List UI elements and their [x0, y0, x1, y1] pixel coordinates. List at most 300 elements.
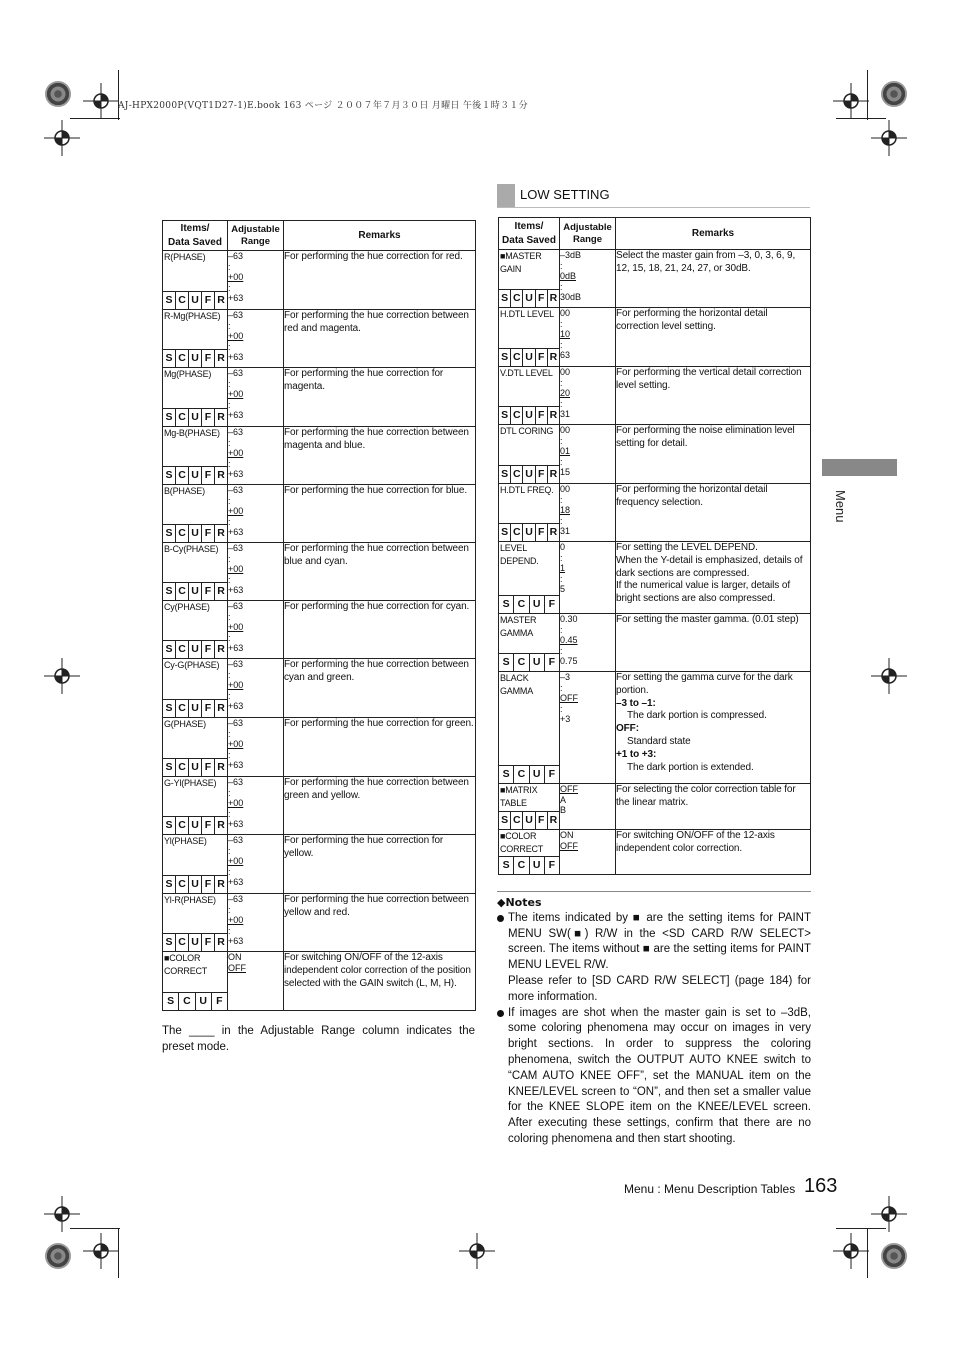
save-flag: C [176, 525, 189, 542]
save-flag: C [514, 766, 529, 783]
col-header-remarks [616, 218, 811, 250]
range-value: 00 [560, 308, 571, 318]
save-flag: C [514, 654, 529, 671]
range-value: : [228, 904, 231, 915]
item-cell [499, 784, 560, 830]
remarks-option-text: Standard state [627, 735, 691, 747]
remarks-text: For switching ON/OFF of the 12-axis independent color correction. [616, 830, 775, 854]
item-name: B(PHASE) [164, 486, 205, 496]
range-value: : [228, 495, 231, 506]
range-value: –63 [228, 777, 244, 787]
range-cell [560, 367, 616, 425]
col-header-range [560, 218, 616, 250]
range-value: –63 [228, 368, 244, 378]
registration-disc-icon [881, 81, 907, 107]
item-cell [499, 672, 560, 784]
remarks-text: For performing the hue correction between magenta and blue. [284, 427, 469, 451]
remarks-text: For performing the hue correction for magenta. [284, 368, 444, 392]
item-cell [499, 830, 560, 875]
save-flag: F [202, 759, 215, 776]
remarks-cell [284, 659, 476, 718]
save-flag: U [189, 641, 202, 658]
range-value: : [228, 437, 231, 448]
footer-title: Menu : Menu Description Tables [624, 1182, 796, 1196]
save-flag: U [523, 812, 535, 829]
save-flag: U [189, 759, 202, 776]
range-value: : [560, 377, 563, 388]
range-value: –63 [228, 659, 244, 669]
range-value: +00 [228, 564, 244, 574]
range-cell [228, 835, 284, 894]
remarks-text: For performing the hue correction for blue. [284, 485, 468, 496]
range-value: 1 [560, 563, 566, 573]
section-title: LOW SETTING [520, 187, 610, 202]
remarks-text: For setting the master gamma. (0.01 step) [616, 614, 799, 625]
range-value: : [560, 515, 563, 526]
remarks-text: For setting the LEVEL DEPEND. [616, 542, 758, 553]
range-value: –63 [228, 310, 244, 320]
notes-section [497, 891, 811, 1148]
range-value: : [560, 703, 563, 714]
range-cell [560, 830, 616, 875]
remarks-cell [284, 835, 476, 894]
range-value: : [228, 728, 231, 739]
save-flag: S [499, 766, 514, 783]
range-value: +63 [228, 760, 244, 770]
save-flag: S [499, 466, 511, 483]
item-name: H.DTL LEVEL [500, 309, 554, 319]
item-cell [163, 485, 228, 543]
save-flag: S [163, 409, 176, 426]
range-value: +00 [228, 448, 244, 458]
save-flag: R [217, 527, 225, 539]
range-value: –63 [228, 427, 244, 437]
item-name: B-Cy(PHASE) [164, 544, 219, 554]
remarks-text: For selecting the color correction table for the linear matrix. [616, 784, 796, 808]
save-flag: S [163, 759, 176, 776]
save-flag: C [176, 934, 189, 951]
table-row [499, 250, 811, 308]
table-row [163, 427, 476, 485]
remarks-text: For performing the horizontal detail frequency selection. [616, 484, 768, 508]
trim-mark [836, 1228, 886, 1229]
save-flag: F [202, 817, 215, 834]
data-saved-flags [499, 406, 559, 424]
col-header-items-text: Items/ Data Saved [502, 220, 556, 246]
range-value: +63 [228, 936, 244, 946]
save-flag: F [536, 812, 548, 829]
range-cell [228, 251, 284, 310]
save-flag: F [202, 525, 215, 542]
data-saved-flags [163, 291, 227, 309]
remarks-cell [284, 777, 476, 835]
crosshair-icon [81, 1231, 121, 1271]
save-flag: F [548, 768, 556, 780]
save-flag: U [530, 596, 545, 613]
range-value: OFF [560, 840, 578, 851]
save-flag: F [216, 995, 223, 1007]
item-name: R-Mg(PHASE) [164, 311, 221, 321]
right-menu-table [498, 217, 811, 875]
note-continuation: Please refer to [SD CARD R/W SELECT] (page 184) for more information. [508, 974, 811, 1003]
table-row [163, 777, 476, 835]
range-cell [560, 308, 616, 367]
save-flag: U [530, 766, 545, 783]
remarks-cell [616, 830, 811, 875]
range-value: : [228, 516, 231, 527]
table-row [499, 614, 811, 672]
registration-disc-icon [45, 1243, 71, 1269]
col-header-items-text: Items/ Data Saved [168, 222, 222, 248]
note-text: If images are shot when the master gain is set to –3dB, some coloring phenomena may occur on images in very bright sections. In order to suppress the coloring phenomena, switch the OUTPUT AUTO KNEE switch to “CAM AUTO KNEE OFF”, set the MANUAL item on the KNEE/LEVEL screen to “ON”, and then set a smaller value for the KNEE SLOPE item on the KNEE/LEVEL screen. After executing these settings, confirm that there are no coloring phenomena and then start shooting. [508, 1006, 811, 1145]
crosshair-icon [869, 656, 909, 696]
remarks-text: For performing the hue correction between cyan and green. [284, 659, 469, 683]
col-header-remarks [284, 221, 476, 251]
save-flag: C [176, 817, 189, 834]
range-cell [560, 672, 616, 784]
item-name: ■MASTER GAIN [500, 251, 542, 274]
data-saved-flags [499, 811, 559, 829]
table-row [499, 367, 811, 425]
preset-footnote: The ____ in the Adjustable Range column indicates the preset mode. [162, 1025, 475, 1053]
item-cell [499, 484, 560, 542]
range-value: +63 [228, 643, 244, 653]
item-name: Cy(PHASE) [164, 602, 210, 612]
range-cell [560, 784, 616, 830]
table-row [163, 543, 476, 601]
save-flag: S [163, 350, 176, 367]
crosshair-icon [42, 656, 82, 696]
range-value: : [228, 632, 231, 643]
side-section-label: Menu [833, 490, 848, 523]
save-flag: S [499, 290, 511, 307]
range-value: : [560, 435, 563, 446]
item-name: LEVEL DEPEND. [500, 543, 539, 566]
save-flag: S [499, 654, 514, 671]
range-value: –3 [560, 672, 571, 682]
table-row [499, 672, 811, 784]
registration-disc-icon [45, 81, 71, 107]
range-value: 20 [560, 388, 571, 398]
range-value: ON [560, 830, 574, 840]
registration-disc-icon [881, 1243, 907, 1269]
remarks-text: For switching ON/OFF of the 12-axis independent color correction of the position selected with the GAIN switch (L, M, H). [284, 952, 471, 989]
save-flag: F [548, 859, 556, 871]
range-value: : [560, 398, 563, 409]
crosshair-icon [42, 118, 82, 158]
data-saved-flags [163, 699, 227, 717]
table-row [163, 485, 476, 543]
save-flag: F [202, 292, 215, 309]
range-value: : [228, 845, 231, 856]
range-value: : [228, 669, 231, 680]
save-flag: R [549, 526, 558, 538]
remarks-option-text: The dark portion is extended. [627, 761, 754, 773]
remarks-cell [284, 601, 476, 659]
save-flag: C [176, 700, 189, 717]
range-value: : [228, 611, 231, 622]
item-name: BLACK GAMMA [500, 673, 534, 696]
item-name: DTL CORING [500, 426, 554, 436]
save-flag: C [176, 409, 189, 426]
remarks-cell [616, 614, 811, 672]
save-flag: U [189, 409, 202, 426]
save-flag: S [163, 292, 176, 309]
range-cell [560, 425, 616, 484]
range-cell [228, 777, 284, 835]
remarks-text: When the Y-detail is emphasized, details of dark sections are compressed. [616, 554, 803, 579]
table-row [499, 784, 811, 830]
remarks-cell [616, 484, 811, 542]
range-cell [228, 310, 284, 368]
data-saved-flags [163, 816, 227, 834]
trim-mark [867, 1228, 868, 1278]
save-flag: F [202, 934, 215, 951]
save-flag: F [536, 290, 548, 307]
item-cell [499, 250, 560, 308]
range-value: : [560, 552, 563, 563]
save-flag: F [202, 876, 215, 893]
range-value: : [228, 925, 231, 936]
col-header-items [499, 218, 560, 250]
item-cell [163, 310, 228, 368]
table-row [499, 830, 811, 875]
range-value: +63 [228, 410, 244, 420]
save-flag: U [189, 876, 202, 893]
note-text: The items indicated by ■ are the setting items for PAINT MENU SW(■) R/W in the <SD CARD R/W SELECT> screen. The items without ■ are the setting items for PAINT MENU LEVEL R/W. [508, 911, 811, 972]
range-cell [560, 542, 616, 614]
range-value: : [228, 458, 231, 469]
remarks-text: Select the master gain from –3, 0, 3, 6, 9, 12, 15, 18, 21, 24, 27, or 30dB. [616, 250, 796, 274]
trim-mark [867, 70, 868, 120]
table-row [163, 368, 476, 427]
item-name: R(PHASE) [164, 252, 206, 262]
range-value: OFF [228, 962, 246, 973]
notes-title: ◆Notes [497, 896, 542, 909]
save-flag: R [217, 411, 225, 423]
range-value: +00 [228, 680, 244, 690]
range-value: OFF [560, 784, 578, 794]
save-flag: C [511, 524, 523, 541]
save-flag: F [202, 350, 215, 367]
table-row [163, 251, 476, 310]
range-value: : [560, 682, 563, 693]
remarks-cell [284, 251, 476, 310]
page-number: 163 [804, 1175, 838, 1197]
range-value: +00 [228, 739, 244, 749]
range-value: –63 [228, 894, 244, 904]
save-flag: U [523, 524, 535, 541]
item-name: ■COLOR CORRECT [164, 953, 208, 976]
range-cell [228, 427, 284, 485]
item-cell [163, 427, 228, 485]
table-row [163, 310, 476, 368]
heading-bar [497, 184, 515, 207]
remarks-text: For performing the hue correction between green and yellow. [284, 777, 469, 801]
range-value: +63 [228, 877, 244, 887]
range-value: –3dB [560, 250, 582, 260]
save-flag: C [176, 876, 189, 893]
range-value: 63 [560, 350, 571, 360]
range-cell [228, 659, 284, 718]
item-name: MASTER GAMMA [500, 615, 537, 638]
save-flag: S [163, 934, 176, 951]
range-value: +00 [228, 389, 244, 399]
save-flag: C [176, 467, 189, 484]
range-cell [228, 894, 284, 952]
data-saved-flags [163, 349, 227, 367]
save-flag: U [189, 700, 202, 717]
remarks-cell [284, 427, 476, 485]
remarks-text: For performing the horizontal detail correction level setting. [616, 308, 768, 332]
remarks-text: For setting the gamma curve for the dark portion. [616, 672, 793, 696]
range-cell [228, 485, 284, 543]
item-cell [163, 251, 228, 310]
save-flag: F [202, 467, 215, 484]
table-row [163, 659, 476, 718]
note-item [497, 1006, 811, 1148]
save-flag: S [163, 993, 179, 1010]
save-flag: U [189, 583, 202, 600]
range-cell [560, 250, 616, 308]
range-value: : [228, 261, 231, 272]
save-flag: R [217, 469, 225, 481]
range-value: : [228, 399, 231, 410]
remarks-cell [616, 250, 811, 308]
remarks-cell [616, 367, 811, 425]
remarks-text: For performing the hue correction between red and magenta. [284, 310, 469, 334]
range-value: A [560, 794, 567, 805]
save-flag: C [514, 596, 529, 613]
remarks-text: For performing the hue correction between yellow and red. [284, 894, 469, 918]
data-saved-flags [499, 465, 559, 483]
remarks-cell [284, 485, 476, 543]
save-flag: R [217, 936, 225, 948]
save-flag: F [202, 409, 215, 426]
range-value: +00 [228, 622, 244, 632]
table-row [499, 542, 811, 614]
range-value: : [228, 787, 231, 798]
save-flag: F [202, 583, 215, 600]
item-cell [163, 777, 228, 835]
range-value: 18 [560, 505, 571, 515]
range-value: +63 [228, 469, 244, 479]
side-tab-marker [822, 459, 897, 476]
remarks-option-text: The dark portion is compressed. [627, 710, 767, 722]
range-value: 5 [560, 584, 566, 594]
range-value: : [560, 456, 563, 467]
save-flag: F [202, 700, 215, 717]
remarks-cell [284, 952, 476, 1011]
range-value: 10 [560, 329, 571, 339]
save-flag: S [163, 583, 176, 600]
save-flag: F [536, 349, 548, 366]
trim-mark [836, 118, 886, 119]
range-value: : [560, 573, 563, 584]
bullet-icon [497, 911, 508, 974]
item-name: Mg(PHASE) [164, 369, 212, 379]
remarks-cell [284, 368, 476, 427]
item-name: G-Yl(PHASE) [164, 778, 217, 788]
remarks-option-heading: +1 to +3: [616, 748, 657, 760]
save-flag: C [176, 583, 189, 600]
data-saved-flags [499, 856, 559, 874]
save-flag: U [523, 349, 535, 366]
remarks-cell [616, 425, 811, 484]
range-value: : [560, 260, 563, 271]
range-value: 0.30 [560, 614, 578, 624]
item-name: ■MATRIX TABLE [500, 785, 538, 808]
save-flag: U [189, 525, 202, 542]
range-cell [228, 543, 284, 601]
range-cell [228, 368, 284, 427]
save-flag: R [549, 351, 558, 363]
remarks-cell [284, 310, 476, 368]
table-row [163, 952, 476, 1011]
range-value: : [560, 339, 563, 350]
table-row [163, 718, 476, 777]
data-saved-flags [163, 640, 227, 658]
table-row [163, 835, 476, 894]
save-flag: C [511, 812, 523, 829]
save-flag: C [511, 290, 523, 307]
range-value: OFF [560, 693, 578, 703]
range-cell [228, 601, 284, 659]
crosshair-icon [831, 1231, 871, 1271]
remarks-option-heading: OFF: [616, 723, 639, 735]
remarks-text: For performing the hue correction for red. [284, 251, 463, 262]
save-flag: R [217, 761, 225, 773]
item-cell [499, 614, 560, 672]
save-flag: S [499, 857, 514, 874]
col-header-range-text: Adjustable Range [563, 221, 612, 245]
remarks-cell [616, 542, 811, 614]
range-value: : [560, 318, 563, 329]
save-flag: S [499, 812, 511, 829]
range-value: 00 [560, 367, 571, 377]
range-value: +63 [228, 701, 244, 711]
data-saved-flags [499, 523, 559, 541]
range-value: 00 [560, 425, 571, 435]
note-item [497, 911, 811, 974]
remarks-option-heading: –3 to –1: [616, 697, 656, 709]
range-value: +63 [228, 527, 244, 537]
range-value: +63 [228, 819, 244, 829]
range-value: +63 [228, 352, 244, 362]
range-value: –63 [228, 543, 244, 553]
range-cell [560, 484, 616, 542]
remarks-text: For performing the vertical detail correction level setting. [616, 367, 802, 391]
item-cell [163, 718, 228, 777]
range-value: : [228, 378, 231, 389]
range-value: –63 [228, 485, 244, 495]
range-value: 31 [560, 409, 571, 419]
range-value: +63 [228, 585, 244, 595]
save-flag: U [189, 292, 202, 309]
save-flag: U [189, 467, 202, 484]
col-header-items [163, 221, 228, 251]
table-row [499, 308, 811, 367]
range-value: 0dB [560, 271, 577, 281]
range-value: 31 [560, 526, 571, 536]
save-flag: S [499, 349, 511, 366]
data-saved-flags [499, 765, 559, 783]
save-flag: F [536, 466, 548, 483]
save-flag: U [196, 993, 212, 1010]
table-row [499, 425, 811, 484]
range-value: 0.75 [560, 656, 578, 666]
range-value: B [560, 805, 567, 815]
